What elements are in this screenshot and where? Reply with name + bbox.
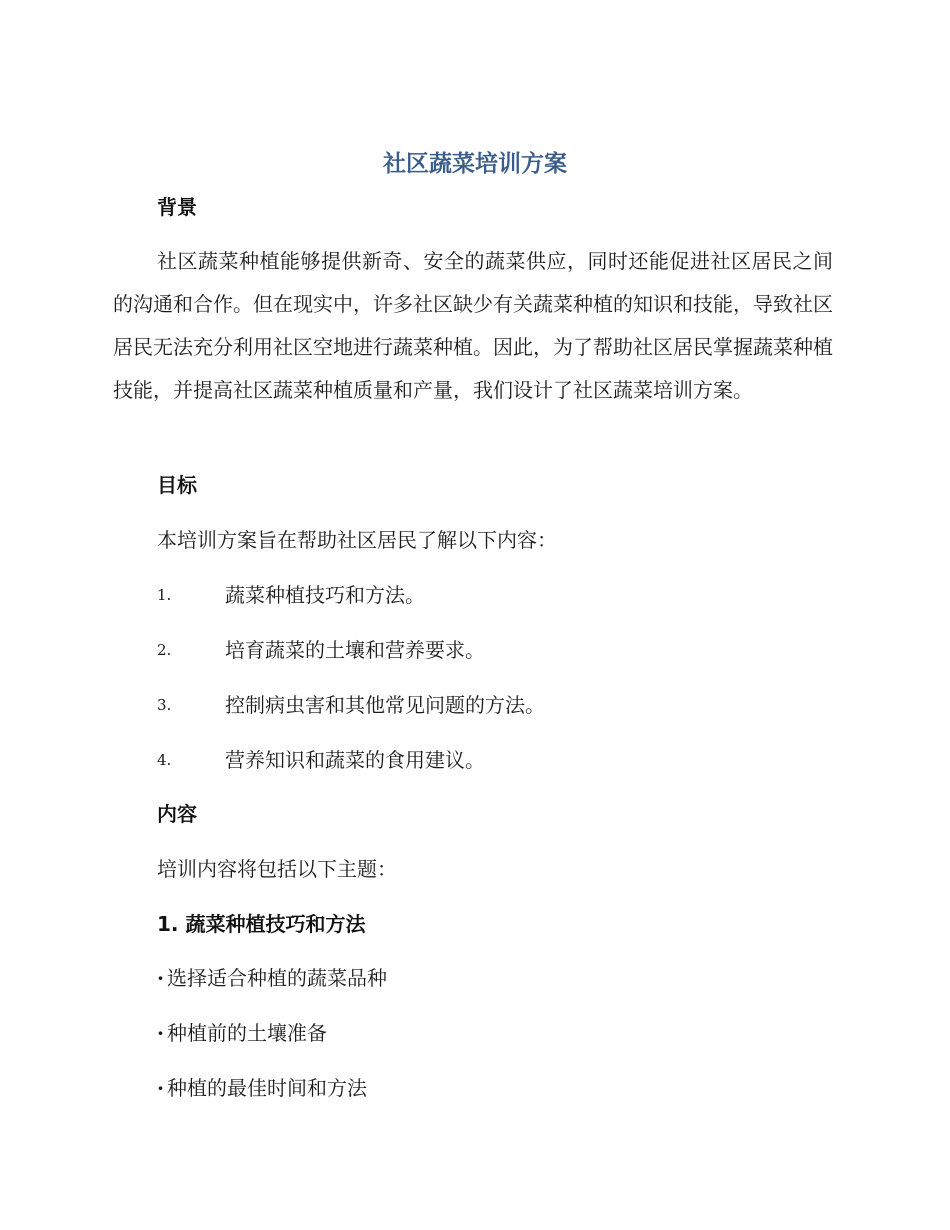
document-title: 社区蔬菜培训方案 <box>383 151 567 177</box>
goal-number: 1. <box>157 586 172 604</box>
goal-number: 3. <box>157 696 172 714</box>
bullet-text: 种植前的土壤准备 <box>167 1021 327 1045</box>
goal-text: 培育蔬菜的土壤和营养要求。 <box>225 638 485 662</box>
goal-list-item <box>157 690 837 720</box>
content-intro: 培训内容将包括以下主题： <box>157 857 397 881</box>
bullet-text: 种植的最佳时间和方法 <box>167 1076 367 1100</box>
background-paragraph: 社区蔬菜种植能够提供新奇、安全的蔬菜供应，同时还能促进社区居民之间的沟通和合作。但在现实中，许多社区缺少有关蔬菜种植的知识和技能，导致社区居民无法充分利用社区空地进行蔬菜种植。因此，为了帮助社区居民掌握蔬菜种植技能，并提高社区蔬菜种植质量和产量，我们设计了社区蔬菜培训方案。 <box>113 249 833 402</box>
goal-number: 2. <box>157 641 172 659</box>
goal-text: 蔬菜种植技巧和方法。 <box>225 583 425 607</box>
goal-number: 4. <box>157 751 172 769</box>
goal-text: 控制病虫害和其他常见问题的方法。 <box>225 693 545 717</box>
bullet-text: 选择适合种植的蔬菜品种 <box>167 966 387 990</box>
topic-bullet-item <box>157 1018 327 1048</box>
topic-bullet-item <box>157 963 387 993</box>
section-heading-background: 背景 <box>157 195 197 219</box>
goal-text: 营养知识和蔬菜的食用建议。 <box>225 748 485 772</box>
bullet-symbol: · <box>157 1076 164 1100</box>
goal-list-item <box>157 635 837 665</box>
section-heading-content: 内容 <box>157 802 197 826</box>
section-heading-goals: 目标 <box>157 473 197 497</box>
goal-list-item <box>157 745 837 775</box>
bullet-symbol: · <box>157 966 164 990</box>
goals-intro: 本培训方案旨在帮助社区居民了解以下内容： <box>157 528 557 552</box>
bullet-symbol: · <box>157 1021 164 1045</box>
goal-list-item <box>157 580 837 610</box>
topic-bullet-item <box>157 1073 367 1103</box>
topic-heading: 1. 蔬菜种植技巧和方法 <box>157 912 366 936</box>
